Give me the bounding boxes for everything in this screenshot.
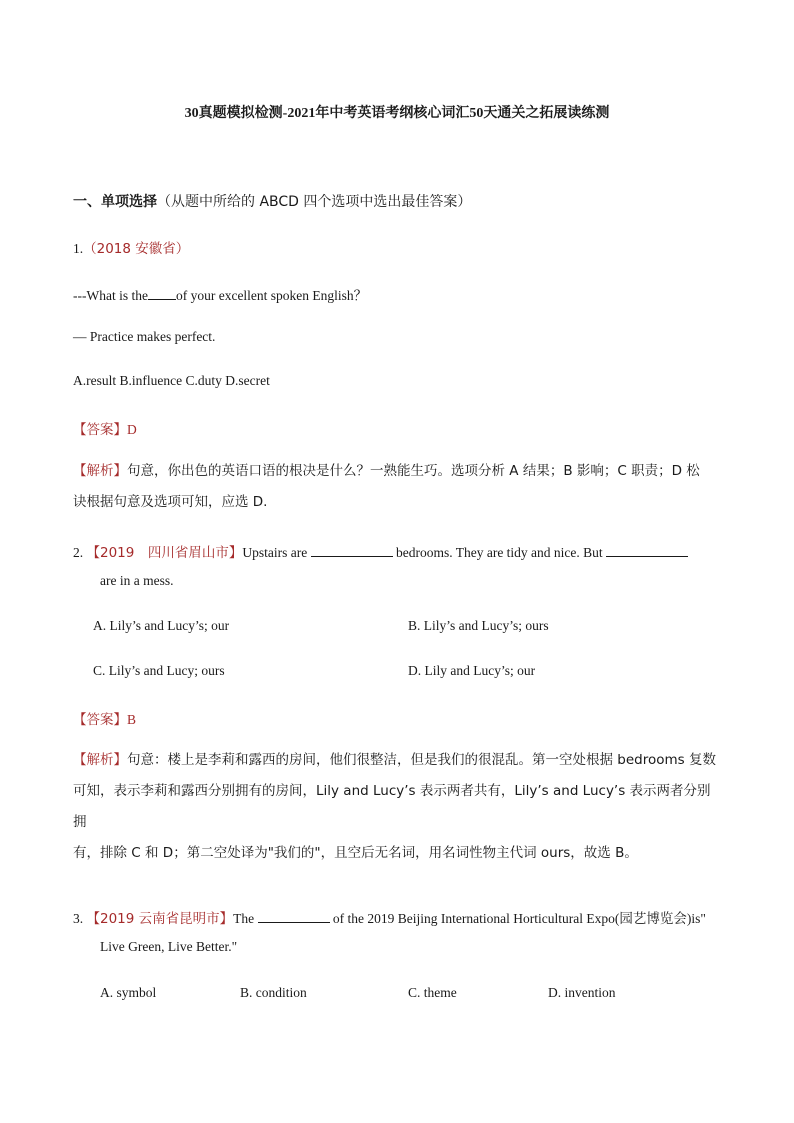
analysis-line: 有，排除 C 和 D；第二空处译为"我们的"，且空后无名词，用名词性物主代词 ours，故选 B。 [73,845,638,861]
analysis-line: 可知，表示李莉和露西分别拥有的房间，Lily and Lucy’s 表示两者共有，Lily’s and Lucy’s 表示两者分别拥 [73,783,711,830]
answer-label: 【答案】 [73,712,127,728]
question-1-stem-post: of your excellent spoken English？ [175,288,368,303]
question-2-number: 2. [73,545,84,560]
answer-blank [606,544,688,557]
question-2-option-c: C. Lily’s and Lucy; ours [93,663,225,678]
question-2-option-b: B. Lily’s and Lucy’s; ours [408,618,549,633]
analysis-line: 句意：楼上是李莉和露西的房间，他们很整洁，但是我们的很混乱。第一空处根据 bedrooms 复数 [127,752,716,768]
section-heading-note: （从题中所给的 ABCD 四个选项中选出最佳答案） [157,194,472,210]
question-1-options: A.result B.influence C.duty D.secret [73,373,270,388]
question-2-stem-a: Upstairs are [242,545,308,560]
question-1-stem-pre: ---What is the [73,288,148,303]
question-1-header [73,237,189,257]
question-2-stem-b: bedrooms. They are tidy and nice. But [395,545,603,560]
question-2-stem [73,541,688,561]
analysis-label: 【解析】 [73,463,127,479]
section-heading [73,191,471,211]
analysis-label: 【解析】 [73,752,127,768]
question-3-option-b: B. condition [240,985,307,1000]
question-3-source: 【2019 云南省昆明市】 [86,911,234,927]
answer-value: D [127,422,137,437]
question-3-stem-b: of the 2019 Beijing International Horticultural Expo(园艺博览会)is" [332,911,706,926]
answer-blank [311,544,393,557]
question-1-response: — Practice makes perfect. [73,329,216,344]
question-3-stem [73,907,706,927]
question-3-number: 3. [73,911,84,926]
question-3-option-c: C. theme [408,985,457,1000]
question-1-source: （2018 安徽省） [83,241,190,257]
answer-value: B [127,712,137,727]
analysis-line: 句意，你出色的英语口语的根决是什么？一熟能生巧。选项分析 A 结果；B 影响；C 职责；D 松 [127,463,700,479]
question-1-analysis [73,456,723,518]
answer-label: 【答案】 [73,422,127,438]
answer-blank [258,910,330,923]
question-2-stem-cont: are in a mess. [100,573,174,588]
question-1-number: 1. [73,241,84,256]
answer-blank [148,287,176,300]
question-3-option-d: D. invention [548,985,616,1000]
question-1-stem [73,284,367,304]
question-3-option-a: A. symbol [100,985,157,1000]
question-1-answer [73,418,137,438]
question-2-analysis [73,745,723,869]
question-2-option-a: A. Lily’s and Lucy’s; our [93,618,230,633]
question-3-stem-a: The [233,911,255,926]
question-2-source: 【2019 四川省眉山市】 [86,545,243,561]
question-3-stem-cont: Live Green, Live Better." [100,939,238,954]
question-2-answer [73,708,136,728]
question-2-option-d: D. Lily and Lucy’s; our [408,663,536,678]
page-title: 30真题模拟检测-2021年中考英语考纲核心词汇50天通关之拓展读练测 [184,106,610,121]
section-heading-label: 一、单项选择 [73,194,157,210]
analysis-line: 诀根据句意及选项可知，应选 D. [73,494,268,510]
